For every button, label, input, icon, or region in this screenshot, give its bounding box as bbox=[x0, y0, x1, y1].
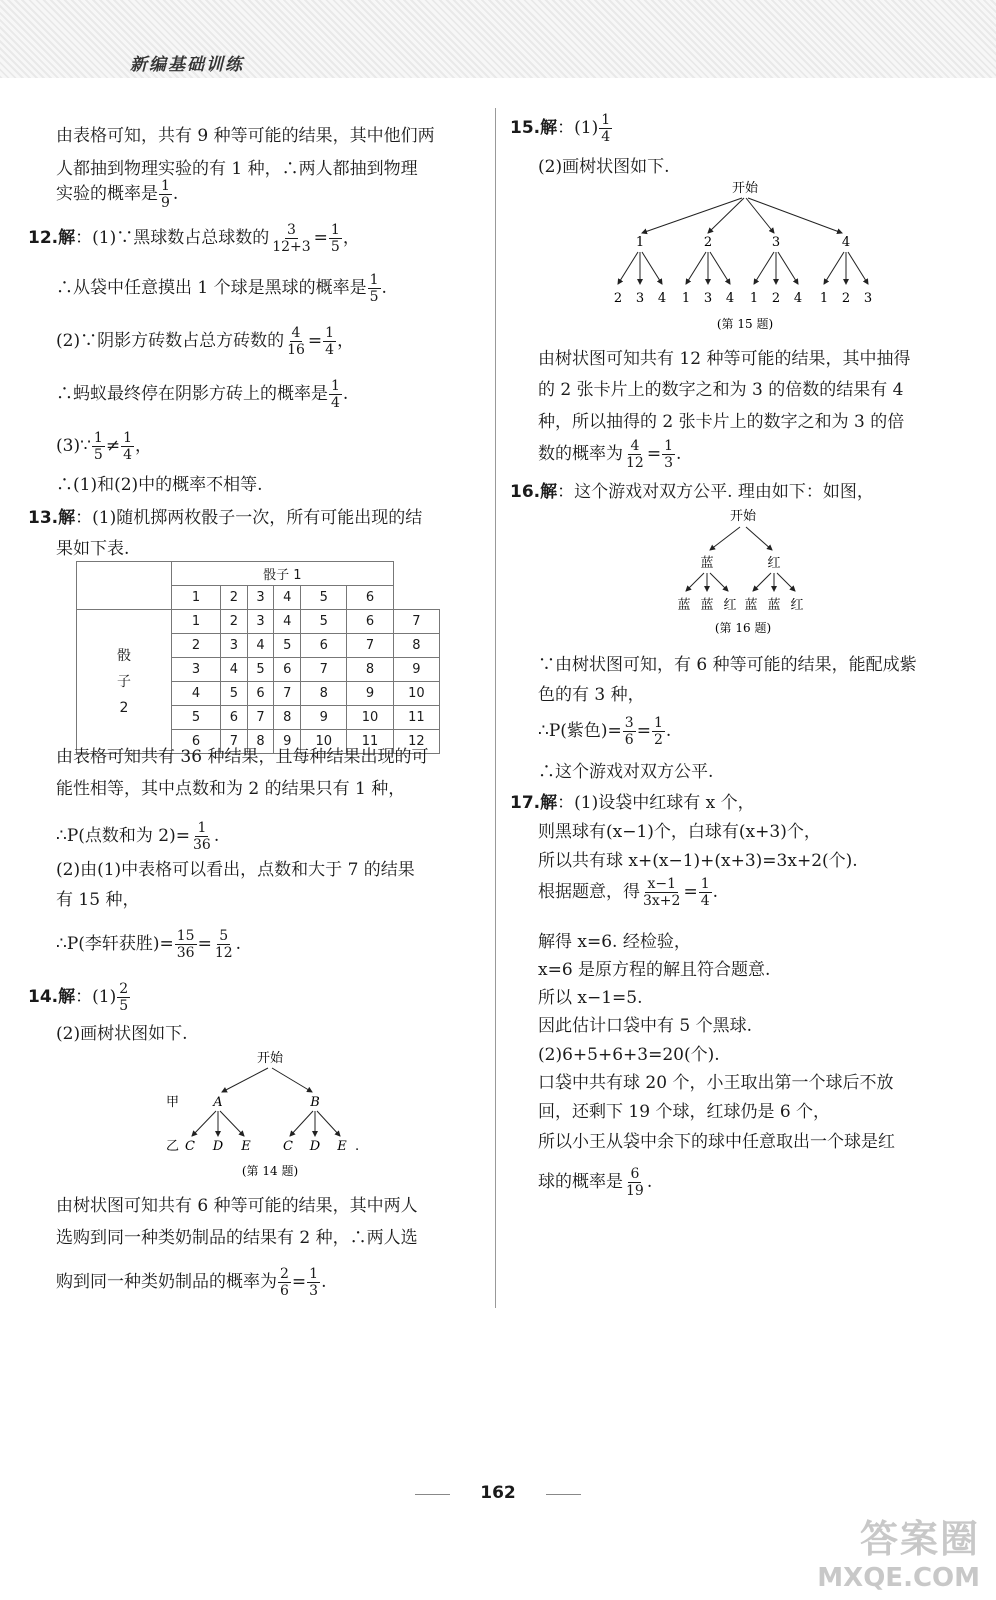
tree14-leaf: D bbox=[309, 1139, 321, 1154]
table-cell: 4 bbox=[221, 658, 248, 682]
tree14-leaf: C bbox=[185, 1139, 195, 1154]
page-number: 162 bbox=[480, 1483, 516, 1503]
table-cell: 6 bbox=[221, 706, 248, 730]
row-header: 4 bbox=[172, 682, 221, 706]
tree14-node: B bbox=[310, 1095, 320, 1110]
row-header: 6 bbox=[172, 730, 221, 754]
table-cell: 9 bbox=[274, 730, 301, 754]
q12-line1: 12.解：(1)∵黑球数占总球数的 $\frac{3}{12+3}$ = $\frac{1}{5}$ ， bbox=[28, 222, 360, 255]
q17-line1: 17.解：(1)设袋中红球有 x 个， bbox=[510, 793, 755, 813]
q12-line3: (2)∵阴影方砖数占总方砖数的 $\frac{4}{16}$ = $\frac{1}{4}$ ， bbox=[56, 325, 355, 358]
tree14-leaf: E bbox=[241, 1139, 251, 1154]
q17-line5: 解得 x=6. 经检验， bbox=[538, 932, 691, 952]
table-cell: 7 bbox=[274, 682, 301, 706]
tree15-branch bbox=[618, 252, 638, 284]
table-cell: 3 bbox=[221, 634, 248, 658]
tree16-leaf: 蓝 bbox=[700, 598, 714, 613]
table-cell: 5 bbox=[247, 658, 274, 682]
q13-line6: (2)由(1)中表格可以看出，点数和大于 7 的结果 bbox=[56, 860, 415, 880]
row-header: 5 bbox=[172, 706, 221, 730]
table-cell: 8 bbox=[301, 682, 347, 706]
tree15-branch bbox=[778, 252, 798, 284]
col-header: 3 bbox=[247, 586, 274, 610]
q17-line6: x=6 是原方程的解且符合题意. bbox=[538, 960, 771, 980]
tree15-leaf: 3 bbox=[635, 291, 645, 306]
q14-line4: 选购到同一种类奶制品的结果有 2 种，∴两人选 bbox=[56, 1228, 418, 1248]
tree15-leaf: 2 bbox=[771, 291, 781, 306]
text-line: 人都抽到物理实验的有 1 种，∴两人都抽到物理 bbox=[56, 159, 418, 179]
q15-line3: 由树状图可知共有 12 种等可能的结果，其中抽得 bbox=[538, 349, 911, 369]
table-cell: 7 bbox=[393, 610, 439, 634]
side-header: 骰 子 2 bbox=[77, 610, 172, 754]
table-cell: 4 bbox=[247, 634, 274, 658]
q15-line2: (2)画树状图如下. bbox=[538, 157, 670, 177]
tree-diagram-16 bbox=[660, 505, 830, 640]
tree15-branch bbox=[642, 252, 662, 284]
tree15-leaf: 2 bbox=[613, 291, 623, 306]
table-cell: 7 bbox=[221, 730, 248, 754]
dice-table bbox=[76, 561, 440, 754]
table-cell: 5 bbox=[274, 634, 301, 658]
q16-line1: 16.解：这个游戏对双方公平. 理由如下：如图， bbox=[510, 482, 874, 502]
tree14-level1-label: 甲 bbox=[166, 1095, 180, 1110]
text-line: 由表格可知，共有 9 种等可能的结果，其中他们两 bbox=[56, 126, 435, 146]
table-cell: 8 bbox=[247, 730, 274, 754]
tree15-leaf: 3 bbox=[703, 291, 713, 306]
q12-line5: (3)∵ $\frac{1}{5}$ ≠ $\frac{1}{4}$ ， bbox=[56, 430, 152, 463]
tree15-branch bbox=[710, 252, 730, 284]
tree16-leaf: 红 bbox=[723, 598, 737, 613]
table-cell: 5 bbox=[221, 682, 248, 706]
table-cell: 2 bbox=[221, 610, 248, 634]
tree15-leaf: 3 bbox=[863, 291, 873, 306]
q14-line3: 由树状图可知共有 6 种等可能的结果，其中两人 bbox=[56, 1196, 418, 1216]
q12-line4: ∴蚂蚁最终停在阴影方砖上的概率是 $\frac{1}{4}$ . bbox=[56, 378, 349, 411]
col-header: 1 bbox=[172, 586, 221, 610]
tree15-leaf: 1 bbox=[681, 291, 691, 306]
table-cell: 6 bbox=[274, 658, 301, 682]
tree14-caption: (第 14 题) bbox=[241, 1164, 299, 1178]
tree16-leaf: 蓝 bbox=[767, 598, 781, 613]
table-cell: 6 bbox=[247, 682, 274, 706]
tree15-branch bbox=[824, 252, 844, 284]
tree15-root: 开始 bbox=[731, 181, 759, 196]
table-cell: 6 bbox=[301, 634, 347, 658]
column-divider bbox=[495, 108, 496, 1308]
q15-line5: 种，所以抽得的 2 张卡片上的数字之和为 3 的倍 bbox=[538, 412, 905, 432]
table-cell: 7 bbox=[247, 706, 274, 730]
table-cell: 10 bbox=[393, 682, 439, 706]
table-cell: 7 bbox=[347, 634, 393, 658]
col-header: 2 bbox=[221, 586, 248, 610]
row-header: 3 bbox=[172, 658, 221, 682]
tree15-leaf: 2 bbox=[841, 291, 851, 306]
row-header: 1 bbox=[172, 610, 221, 634]
tree15-node: 2 bbox=[703, 235, 713, 250]
table-cell: 9 bbox=[347, 682, 393, 706]
tree15-leaf: 4 bbox=[657, 291, 667, 306]
q15-line4: 的 2 张卡片上的数字之和为 3 的倍数的结果有 4 bbox=[538, 380, 904, 400]
q17-line11: 回，还剩下 19 个球，红球仍是 6 个， bbox=[538, 1102, 831, 1122]
q16-line4: ∴P(紫色)= $\frac{3}{6}$ = $\frac{1}{2}$ . bbox=[538, 715, 672, 748]
tree15-node: 1 bbox=[635, 235, 645, 250]
tree16-root: 开始 bbox=[729, 509, 757, 524]
q17-line13: 球的概率是 $\frac{6}{19}$ . bbox=[538, 1166, 653, 1199]
table-cell: 10 bbox=[301, 730, 347, 754]
q17-line10: 口袋中共有球 20 个，小王取出第一个球后不放 bbox=[538, 1073, 894, 1093]
q17-line9: (2)6+5+6+3=20(个). bbox=[538, 1045, 720, 1065]
tree15-caption: (第 15 题) bbox=[716, 317, 774, 331]
tree14-leaf: D bbox=[212, 1139, 224, 1154]
table-cell: 12 bbox=[393, 730, 439, 754]
table-cell: 6 bbox=[347, 610, 393, 634]
q16-line3: 色的有 3 种， bbox=[538, 685, 645, 705]
tree15-branch bbox=[686, 252, 706, 284]
q15-line6: 数的概率为 $\frac{4}{12}$ = $\frac{1}{3}$ . bbox=[538, 438, 682, 471]
tree14-node: A bbox=[213, 1095, 223, 1110]
table-cell: 9 bbox=[301, 706, 347, 730]
row-header: 2 bbox=[172, 634, 221, 658]
q13-line2: 果如下表. bbox=[56, 539, 130, 559]
col-header: 4 bbox=[274, 586, 301, 610]
q17-line3: 所以共有球 x+(x−1)+(x+3)=3x+2(个). bbox=[538, 851, 858, 871]
q13-line4: 能性相等，其中点数和为 2 的结果只有 1 种， bbox=[56, 779, 406, 799]
table-row bbox=[77, 610, 440, 634]
q17-line8: 因此估计口袋中有 5 个黑球. bbox=[538, 1016, 753, 1036]
table-top-header: 骰子 1 bbox=[172, 562, 394, 586]
tree16-node: 红 bbox=[767, 556, 781, 571]
table-cell: 4 bbox=[274, 610, 301, 634]
watermark-logo: 答案圈 bbox=[859, 1517, 980, 1561]
q14-line1: 14.解：(1) $\frac{2}{5}$ bbox=[28, 981, 129, 1014]
tree15-branch bbox=[848, 252, 868, 284]
watermark-url: MXQE.COM bbox=[817, 1563, 980, 1593]
tree-diagram-15 bbox=[600, 178, 890, 336]
q17-line12: 所以小王从袋中余下的球中任意取出一个球是红 bbox=[538, 1132, 895, 1152]
tree16-leaf: 红 bbox=[790, 598, 804, 613]
tree14-leaf: C bbox=[283, 1139, 293, 1154]
tree14-leaf: E bbox=[337, 1139, 347, 1154]
col-header: 5 bbox=[301, 586, 347, 610]
tree15-leaf: 4 bbox=[793, 291, 803, 306]
table-cell: 7 bbox=[301, 658, 347, 682]
tree15-branch bbox=[754, 252, 774, 284]
q12-line2: ∴从袋中任意摸出 1 个球是黑球的概率是 $\frac{1}{5}$ . bbox=[56, 272, 387, 305]
q13-line3: 由表格可知共有 36 种结果，且每种结果出现的可 bbox=[56, 747, 429, 767]
tree14-level2-label: 乙 bbox=[166, 1139, 180, 1154]
tree14-period: . bbox=[355, 1139, 360, 1154]
tree15-node: 4 bbox=[841, 235, 851, 250]
q14-line5: 购到同一种类奶制品的概率为 $\frac{2}{6}$ = $\frac{1}{3}$ . bbox=[56, 1266, 327, 1299]
tree15-leaf: 1 bbox=[749, 291, 759, 306]
q13-line5: ∴P(点数和为 2)= $\frac{1}{36}$ . bbox=[56, 820, 220, 853]
q12-line6: ∴(1)和(2)中的概率不相等. bbox=[56, 475, 263, 495]
text-line: 实验的概率是 $\frac{1}{9}$ . bbox=[56, 178, 179, 211]
tree16-leaf: 蓝 bbox=[677, 598, 691, 613]
tree16-caption: (第 16 题) bbox=[714, 621, 772, 635]
table-cell: 9 bbox=[393, 658, 439, 682]
table-cell: 8 bbox=[274, 706, 301, 730]
table-cell: 10 bbox=[347, 706, 393, 730]
page-number-rule-right bbox=[546, 1494, 581, 1495]
q17-line4: 根据题意，得 $\frac{x-1}{3x+2}$ = $\frac{1}{4}$ . bbox=[538, 876, 719, 909]
tree-diagram-14 bbox=[150, 1048, 380, 1183]
table-cell: 11 bbox=[393, 706, 439, 730]
q13-line8: ∴P(李轩获胜)= $\frac{15}{36}$ = $\frac{5}{12}$ . bbox=[56, 928, 242, 961]
tree16-node: 蓝 bbox=[700, 556, 714, 571]
q16-line2: ∵由树状图可知，有 6 种等可能的结果，能配成紫 bbox=[538, 655, 917, 675]
tree15-leaf: 1 bbox=[819, 291, 829, 306]
q17-line2: 则黑球有(x−1)个，白球有(x+3)个， bbox=[538, 822, 821, 842]
q15-line1: 15.解：(1) $\frac{1}{4}$ bbox=[510, 112, 611, 145]
table-cell: 8 bbox=[347, 658, 393, 682]
q14-line2: (2)画树状图如下. bbox=[56, 1024, 188, 1044]
watermark bbox=[790, 1508, 980, 1593]
table-cell: 8 bbox=[393, 634, 439, 658]
q16-line5: ∴这个游戏对双方公平. bbox=[538, 762, 714, 782]
q13-line1: 13.解：(1)随机掷两枚骰子一次，所有可能出现的结 bbox=[28, 508, 423, 528]
table-cell: 11 bbox=[347, 730, 393, 754]
table-cell: 3 bbox=[247, 610, 274, 634]
tree15-leaf: 4 bbox=[725, 291, 735, 306]
header-title: 新编基础训练 bbox=[130, 55, 244, 75]
table-cell: 5 bbox=[301, 610, 347, 634]
table-corner bbox=[77, 562, 172, 610]
tree15-node: 3 bbox=[771, 235, 781, 250]
q13-line7: 有 15 种， bbox=[56, 890, 140, 910]
col-header: 6 bbox=[347, 586, 393, 610]
tree14-root: 开始 bbox=[256, 1051, 284, 1066]
q17-line7: 所以 x−1=5. bbox=[538, 988, 643, 1008]
tree16-leaf: 蓝 bbox=[744, 598, 758, 613]
